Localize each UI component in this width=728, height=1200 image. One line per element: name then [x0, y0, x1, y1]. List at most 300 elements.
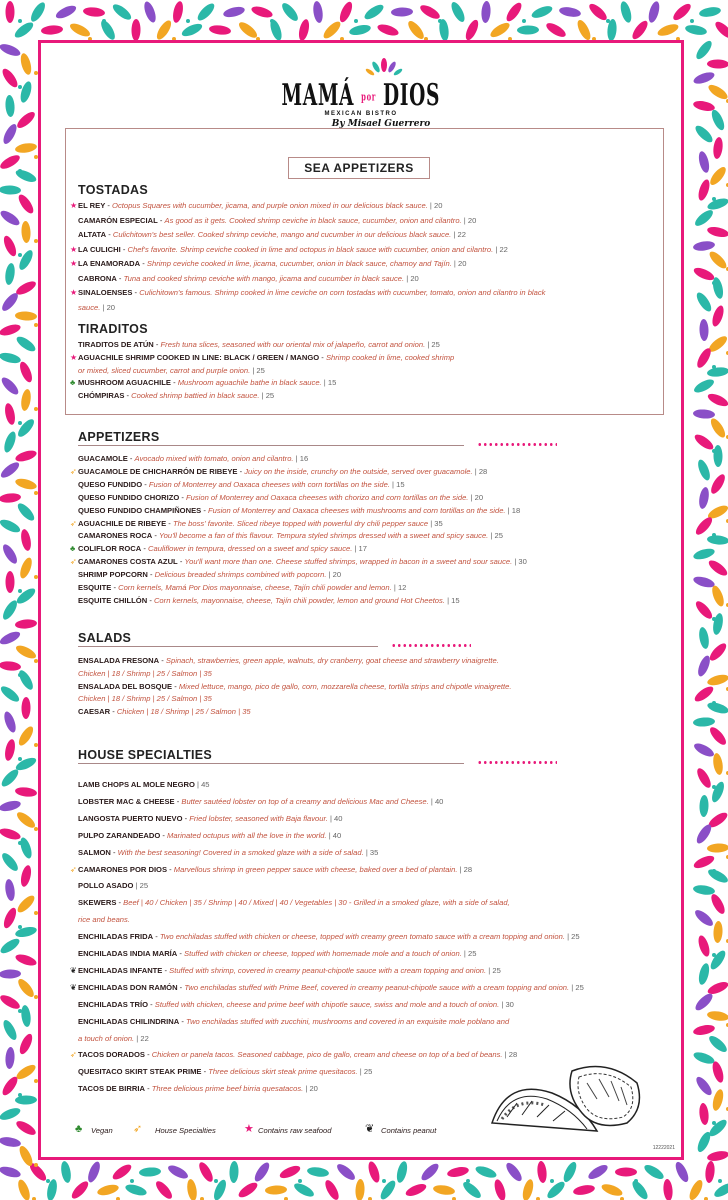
petal-shape [15, 619, 38, 630]
petal-shape [706, 196, 728, 212]
petal-shape [698, 486, 711, 509]
menu-item-continuation: or mixed, sliced cucumber, carrot and purple onion. | 25 [78, 365, 265, 375]
petal-shape [0, 1106, 22, 1123]
menu-item: ENCHILADAS TRÍO - Stuffed with chicken, cheese and prime beef with chipotle sauce, swiss and mole and a touch of onion. | 30 [78, 999, 514, 1009]
vegan-legend-icon: ♣ [75, 1123, 83, 1135]
petal-shape [693, 599, 714, 621]
petal-shape [713, 19, 728, 41]
petal-shape [278, 1163, 302, 1180]
petal-shape [139, 1167, 162, 1178]
petal-shape [706, 673, 728, 687]
petal-shape [3, 402, 16, 425]
petal-shape [15, 501, 37, 523]
petal-shape [707, 535, 728, 546]
petal-shape [1, 906, 18, 930]
menu-item-price: | 20 [470, 492, 484, 502]
house-specialties-dots [477, 761, 557, 764]
menu-item-description: Shrimp ceviche cooked in lime, jicama, cucumber, onion in black sauce, chamoy and Tajín. [146, 259, 452, 268]
appetizers-rule [78, 445, 464, 446]
menu-item: EL REY - Octopus Squares with cucumber, jicama, and purple onion mixed in our delicious black sauce. | 20 [78, 201, 443, 210]
menu-item: COLIFLOR ROCA - Cauliflower in tempura, dressed on a sweet and spicy sauce. | 17 [78, 544, 367, 554]
menu-item: CAESAR - Chicken | 18 / Shrimp | 25 / Salmon | 35 [78, 707, 251, 717]
pepper-marker-icon: ➶ [70, 864, 77, 874]
petal-shape [706, 1149, 728, 1162]
petal-shape [83, 6, 106, 17]
petal-shape [561, 1160, 579, 1184]
petal-shape [692, 684, 715, 704]
menu-item: ENCHILADAS CHILINDRINA - Two enchiladas stuffed with zucchini, mushrooms and covered in an exquisite mole poblano and [78, 1016, 510, 1026]
petal-shape [14, 279, 38, 298]
petal-shape [544, 20, 567, 39]
menu-item: ESQUITE - Corn kernels, Mamá Por Dios mayonnaise, cheese, Tajín chili powder and lemon. | 12 [78, 583, 407, 592]
petal-shape [699, 319, 709, 341]
petal-shape [711, 276, 725, 299]
menu-item-price: | 15 [323, 378, 337, 388]
petal-shape [446, 1165, 469, 1178]
petal-shape [395, 1160, 409, 1184]
petal-shape [0, 322, 22, 337]
petal-shape [708, 948, 728, 971]
menu-item-name: GUACAMOLE DE CHICHARRÓN DE RIBEYE [78, 466, 238, 476]
menu-item-name: CAMARONES ROCA [78, 531, 153, 541]
menu-item-description: Marvellous shrimp in green pepper sauce with cheese, baked over a bed of plantain. [173, 864, 458, 874]
petal-shape [15, 810, 38, 831]
menu-item-name: ESQUITE CHILLÓN [78, 595, 148, 605]
petal-shape [0, 936, 22, 956]
petal-shape [587, 1, 609, 22]
petal-shape [707, 558, 728, 578]
petal-shape [694, 290, 714, 313]
petal-shape [14, 952, 38, 968]
star-marker-icon: ★ [70, 352, 78, 362]
petal-shape [16, 977, 37, 1000]
petal-shape [18, 360, 35, 384]
menu-item-description: With the best seasoning! Covered in a smoked glaze with a side of salad. [117, 847, 364, 857]
petal-dot [18, 19, 22, 23]
menu-item-price: | 20 [305, 1084, 318, 1094]
menu-item-price: | 45 [197, 780, 210, 789]
petal-shape [488, 20, 511, 40]
petal-shape [707, 725, 728, 748]
petal-dot [382, 1179, 386, 1183]
menu-item-name: EL REY [78, 201, 106, 210]
petal-shape [687, 1178, 705, 1200]
petal-shape [711, 612, 724, 635]
menu-item-description: Three delicious prime beef birria quesatacos. [151, 1084, 304, 1094]
menu-item: AGUACHILE SHRIMP COOKED IN LINE: BLACK / GREEN / MANGO - Shrimp cooked in lime, cooked shrimp [78, 352, 455, 362]
menu-item-price: | 12 [393, 583, 407, 592]
menu-item-price: | 17 [354, 544, 367, 554]
petal-shape [0, 375, 21, 397]
petal-shape [696, 654, 713, 678]
menu-item-description: Avocado mixed with tomato, onion and cilantro. [134, 454, 294, 463]
petal-shape [355, 1179, 365, 1200]
pepper-marker-icon: ➶ [70, 557, 77, 567]
petal-shape [20, 1005, 32, 1028]
petal-shape [154, 18, 174, 41]
petal-shape [14, 643, 38, 661]
menu-item-name: TIRADITOS DE ATÚN [78, 340, 154, 349]
petal-shape [504, 1161, 525, 1184]
petal-shape [615, 1168, 637, 1177]
petal-shape [96, 1183, 120, 1197]
petal-shape [406, 19, 427, 42]
menu-item: GUACAMOLE - Avocado mixed with tomato, onion and cilantro. | 16 [78, 454, 309, 463]
menu-item-price: | 40 [430, 796, 444, 806]
menu-item-price: | 20 [453, 259, 467, 268]
petal-shape [6, 571, 15, 593]
menu-item: SKEWERS - Beef | 40 / Chicken | 35 / Shrimp | 40 / Mixed | 40 / Vegetables | 30 - Grilled in a smoked glaze, with a side of salad, [78, 898, 510, 908]
petal-shape [209, 24, 232, 36]
petal-shape [630, 1179, 650, 1200]
petal-shape [692, 884, 715, 896]
petal-shape [692, 547, 716, 562]
petal-shape [692, 575, 716, 590]
menu-item-name: SINALOENSES [78, 288, 133, 297]
menu-item-description: Stuffed with chicken, cheese and prime beef with chipotle sauce, swiss and mole and a touch of onion. [154, 999, 500, 1009]
petal-shape [619, 0, 634, 24]
menu-item-name: ENCHILADAS INDIA MARÍA [78, 949, 178, 958]
menu-item-description: Culichitown's best seller. Cooked shrimp ceviche, mango and cucumber in our delicious black sauce. [112, 230, 452, 239]
menu-item: ENCHILADAS DON RAMÓN - Two enchiladas stuffed with Prime Beef, covered in creamy peanut-chipotle sauce with a cream topping and onion. | 25 [78, 982, 584, 992]
menu-item-name: QUESO FUNDIDO CHORIZO [78, 492, 180, 502]
petal-shape [15, 586, 38, 606]
petal-shape [536, 1161, 547, 1184]
menu-item: ENSALADA FRESONA - Spinach, strawberries, green apple, walnuts, dry cranberry, goat cheese and strawberry vinaigrette. [78, 656, 499, 665]
petal-dot [522, 19, 526, 23]
petal-shape [692, 1023, 715, 1036]
menu-item-name: QUESO FUNDIDO CHAMPIÑONES [78, 505, 202, 515]
menu-item-name: CAESAR [78, 707, 111, 717]
menu-item-continuation: Chicken | 18 / Shrimp | 25 / Salmon | 35 [78, 668, 212, 678]
petal-shape [28, 0, 47, 23]
petal-shape [0, 153, 22, 172]
menu-item-name: LA ENAMORADA [78, 259, 141, 268]
menu-item-name: AGUACHILE DE RIBEYE [78, 518, 167, 528]
legend-house-specialties: House Specialties [155, 1126, 216, 1135]
petal-shape [18, 836, 34, 860]
menu-item-description: Mushroom aguachile bathe in black sauce. [177, 378, 322, 388]
petal-shape [16, 1178, 32, 1200]
petal-shape [19, 528, 32, 551]
menu-item-price: | 25 [463, 949, 477, 958]
petal-shape [704, 1161, 715, 1184]
petal-shape [3, 738, 16, 761]
menu-item-name: GUACAMOLE [78, 454, 128, 463]
menu-item-name: SHRIMP POPCORN [78, 570, 148, 580]
house-specialties-heading: HOUSE SPECIALTIES [78, 748, 213, 762]
petal-shape [15, 1095, 37, 1104]
menu-item-price: | 25 [261, 391, 275, 401]
petal-shape [17, 1032, 34, 1056]
petal-shape [708, 416, 728, 439]
petal-shape [19, 864, 33, 887]
petal-shape [110, 1162, 133, 1182]
petal-shape [14, 1062, 37, 1082]
petal-shape [711, 1088, 725, 1112]
petal-shape [0, 66, 20, 89]
petal-shape [449, 0, 467, 24]
petal-shape [297, 18, 311, 41]
petal-shape [312, 0, 324, 23]
petal-shape [18, 80, 33, 104]
petal-shape [517, 25, 539, 34]
menu-item-name: MUSHROOM AGUACHILE [78, 378, 171, 388]
petal-shape [575, 18, 593, 42]
petal-shape [229, 1161, 239, 1183]
petal-shape [707, 249, 728, 271]
petal-shape [0, 826, 22, 841]
petal-shape [0, 598, 19, 621]
logo-subtitle: MEXICAN BISTRO [324, 111, 398, 117]
menu-item-price: | 30 [514, 557, 527, 567]
menu-item-description: Spinach, strawberries, green apple, walnuts, dry cranberry, goat cheese and strawberry vinaigrette. [165, 656, 499, 665]
petal-shape [195, 1, 217, 23]
menu-item-description: Butter sautéed lobster on top of a creamy and delicious Mac and Cheese. [181, 796, 429, 806]
petal-shape [504, 0, 524, 23]
menu-item-name: PULPO ZARANDEADO [78, 830, 161, 840]
menu-item-description: Fusion of Monterrey and Oaxaca cheeses with mushrooms and corn tortillas on the side. [207, 505, 506, 515]
petal-shape [707, 1033, 728, 1054]
petal-shape [20, 388, 32, 411]
menu-item-name: AGUACHILE SHRIMP COOKED IN LINE: BLACK / GREEN / MANGO [78, 352, 320, 362]
star-marker-icon: ★ [70, 259, 78, 268]
menu-item: PULPO ZARANDEADO - Marinated octupus with all the love in the world. | 40 [78, 830, 342, 840]
petal-shape [17, 248, 36, 272]
menu-item-continuation: rice and beans. [78, 915, 130, 925]
petal-shape [222, 5, 246, 19]
petal-shape [41, 25, 64, 36]
menu-item-description: Chicken or panela tacos. Seasoned cabbage, pico de gallo, cream and cheese on top of a bed of beans. [151, 1050, 503, 1060]
menu-sheet [38, 40, 684, 1160]
peanut-legend-icon: ❦ [365, 1123, 375, 1135]
petal-shape [5, 1047, 16, 1070]
petal-shape [1, 1018, 19, 1042]
petal-shape [0, 1074, 20, 1097]
petal-dot [214, 1179, 218, 1183]
menu-item-name: SKEWERS [78, 898, 117, 908]
petal-shape [321, 19, 343, 41]
petal-shape [693, 515, 714, 537]
petal-shape [54, 3, 78, 21]
petal-shape [706, 82, 728, 102]
petal-shape [362, 2, 385, 22]
petal-shape [692, 741, 716, 759]
menu-item [78, 880, 148, 892]
petal-shape [695, 766, 714, 790]
petal-shape [698, 6, 721, 19]
menu-item-description: Stuffed with chicken or cheese, topped with homemade mole and a touch of onion. [184, 949, 462, 958]
petal-shape [4, 878, 16, 901]
petal-shape [306, 1166, 329, 1178]
menu-item-description: The boss' favorite. Sliced ribeye topped with powerful dry chili pepper sauce [172, 518, 429, 528]
logo [41, 78, 681, 129]
menu-item-price: | 35 [430, 518, 443, 528]
menu-item-price: | 20 [102, 302, 116, 312]
petal-shape [0, 629, 22, 647]
petal-shape [692, 99, 715, 112]
petal-shape [348, 23, 371, 37]
petal-dot [18, 253, 22, 257]
menu-item-description: Corn kernels, mayonnaise, cheese, Tajín chili powder, lemon and ground Hot Cheetos. [153, 595, 445, 605]
pepper-marker-icon: ➶ [70, 1050, 77, 1060]
menu-item-description: Delicious breaded shrimps combined with popcorn. [154, 570, 327, 580]
menu-item-name: CAMARONES COSTA AZUL [78, 557, 178, 567]
menu-item-price: | 20 [328, 570, 342, 580]
petal-dot [354, 19, 358, 23]
nut-marker-icon: ❦ [70, 982, 77, 992]
petal-shape [418, 3, 442, 22]
menu-item: TACOS DORADOS - Chicken or panela tacos. Seasoned cabbage, pico de gallo, cream and cheese on top of a bed of beans. | 28 [78, 1050, 518, 1060]
petal-dot [46, 1179, 50, 1183]
menu-item: SINALOENSES - Culichitown's famous. Shrimp cooked in lime ceviche on corn tostadas with cucumber, tomato, onion and cilantro in black [78, 288, 546, 297]
petal-shape [0, 684, 21, 705]
petal-shape [0, 767, 21, 789]
appetizers-heading: APPETIZERS [78, 430, 160, 444]
menu-item-name: TACOS DORADOS [78, 1050, 145, 1060]
petal-shape [708, 472, 727, 495]
petal-shape [647, 0, 662, 24]
tacos-illustration [487, 1053, 647, 1141]
menu-item: CABRONA - Tuna and cooked shrimp ceviche with mango, jicama and cucumber in black sauce. | 20 [78, 273, 419, 283]
menu-item-name: CAMARONES POR DIOS [78, 864, 168, 874]
star-marker-icon: ★ [70, 288, 78, 297]
menu-item-description: You'll become a fan of this flavour. Tempura styled shrimps dressed with a sweet and spicy sauce. [159, 531, 489, 541]
menu-item: SALMON - With the best seasoning! Covered in a smoked glaze with a side of salad. | 35 [78, 847, 379, 857]
petal-shape [0, 185, 21, 195]
petal-shape [292, 1181, 316, 1200]
petal-shape [2, 710, 18, 734]
petal-shape [15, 417, 36, 440]
menu-item: TACOS DE BIRRIA - Three delicious prime beef birria quesatacos. | 20 [78, 1084, 318, 1094]
petal-shape [698, 1103, 709, 1126]
menu-item: QUESO FUNDIDO CHAMPIÑONES - Fusion of Monterrey and Oaxaca cheeses with mushrooms and corn tortillas on the side. | 18 [78, 505, 521, 515]
petal-shape [696, 178, 711, 202]
petal-shape [492, 1178, 507, 1200]
petal-shape [600, 1182, 624, 1198]
menu-item-price: | 22 [453, 230, 466, 239]
menu-item-name: QUESITACO SKIRT STEAK PRIME [78, 1067, 202, 1077]
petal-dot [690, 19, 694, 23]
menu-item-name: ENCHILADAS FRIDA [78, 932, 154, 942]
leaf-marker-icon: ♣ [70, 378, 76, 388]
petal-shape [663, 1179, 674, 1200]
menu-item: MUSHROOM AGUACHILE - Mushroom aguachile bathe in black sauce. | 15 [78, 378, 337, 388]
menu-item-description: Octopus Squares with cucumber, jicama, and purple onion mixed in our delicious black sauce. [112, 201, 428, 210]
menu-item-description: Stuffed with shrimp, covered in creamy peanut-chipotle sauce with a cream topping and onion. [169, 965, 487, 975]
petal-shape [186, 1178, 198, 1200]
menu-item-price: | 35 [365, 847, 379, 857]
petal-dot [718, 1179, 722, 1183]
menu-item-price: | 28 [474, 466, 488, 476]
menu-item-name: CHÓMPIRAS [78, 391, 125, 401]
petal-shape [131, 19, 140, 41]
menu-item-price: | 15 [392, 479, 405, 489]
menu-item-description: Shrimp cooked in lime, cooked shrimp [325, 352, 455, 362]
tiraditos-heading: TIRADITOS [78, 322, 148, 336]
salads-dots [391, 644, 471, 647]
petal-dot [34, 1163, 38, 1167]
petal-shape [481, 1, 492, 24]
petal-shape [14, 142, 37, 154]
legend-raw-seafood: Contains raw seafood [258, 1126, 332, 1135]
petal-shape [545, 1179, 567, 1200]
petal-shape [279, 1, 300, 24]
petal-shape [474, 1164, 498, 1180]
menu-item: TIRADITOS DE ATÚN - Fresh tuna slices, seasoned with our oriental mix of jalapeño, carrot and onion. | 25 [78, 340, 440, 349]
petal-shape [692, 432, 715, 452]
petal-dot [18, 925, 22, 929]
menu-item-description: Marinated octupus with all the love in the world. [167, 830, 327, 840]
petal-shape [712, 1180, 728, 1199]
petal-shape [14, 1118, 37, 1137]
petal-shape [5, 95, 16, 118]
petal-shape [16, 192, 36, 215]
petal-shape [0, 851, 21, 874]
petal-shape [0, 969, 21, 979]
petal-shape [709, 108, 726, 132]
petal-shape [463, 18, 480, 42]
petal-shape [706, 700, 728, 715]
menu-item: QUESO FUNDIDO - Fusion of Monterrey and Oaxaca cheeses with corn tortillas on the side. | 15 [78, 479, 405, 489]
salads-rule [78, 646, 378, 647]
petal-shape [697, 150, 711, 174]
appetizers-dots [477, 443, 557, 446]
sea-appetizers-title: SEA APPETIZERS [288, 157, 430, 179]
menu-item: QUESO FUNDIDO CHORIZO - Fusion of Monterrey and Oaxaca cheeses with chorizo and corn tortillas on the side. | 20 [78, 492, 484, 502]
menu-item: CAMARONES ROCA - You'll become a fan of this flavour. Tempura styled shrimps dressed with a sweet and spicy sauce. | 25 [78, 531, 503, 541]
petal-shape [696, 934, 711, 958]
menu-item-description: Corn kernels, Mamá Por Dios mayonnaise, cheese, Tajín chili powder and lemon. [118, 583, 392, 592]
petal-shape [335, 1161, 358, 1182]
petal-shape [693, 409, 716, 420]
legend-contains-peanut: Contains peanut [381, 1126, 437, 1135]
petal-shape [1, 234, 18, 258]
menu-item-price: | 25 [252, 365, 265, 375]
menu-item: LANGOSTA PUERTO NUEVO - Fried lobster, seasoned with Baja flavour. | 40 [78, 813, 343, 823]
petal-shape [461, 1179, 484, 1200]
petal-shape [2, 430, 18, 454]
menu-item-name: ENCHILADAS TRÍO [78, 999, 149, 1009]
petal-shape [14, 755, 38, 772]
star-marker-icon: ★ [70, 201, 78, 210]
petal-shape [69, 1179, 91, 1200]
petal-shape [694, 1075, 715, 1098]
menu-item-price: | 22 [495, 244, 508, 254]
petal-shape [197, 1160, 216, 1184]
petal-shape [4, 262, 16, 285]
petal-shape [0, 208, 22, 228]
logo-wordmark: MAMÁ por DIOS [281, 78, 441, 113]
logo-signature: By Misael Guerrero [331, 119, 431, 129]
petal-shape [19, 52, 33, 76]
menu-item-name: COLIFLOR ROCA [78, 544, 142, 554]
menu-item-price: | 25 [135, 881, 149, 891]
petal-shape [16, 724, 36, 747]
menu-item: ALTATA - Culichitown's best seller. Cooked shrimp ceviche, mango and cucumber in our delicious black sauce. | 22 [78, 230, 466, 239]
menu-item: CAMARÓN ESPECIAL - As good as it gets. Cooked shrimp ceviche in black sauce, cucumber, onion and cilantro. | 20 [78, 215, 477, 225]
nut-marker-icon: ❦ [70, 965, 77, 975]
petal-shape [692, 1050, 716, 1066]
petal-shape [693, 907, 716, 928]
petal-shape [391, 7, 413, 17]
menu-item-description: Juicy on the inside, crunchy on the outside, served over guacamole. [244, 466, 473, 476]
petal-shape [707, 641, 728, 663]
petal-shape [707, 843, 728, 853]
menu-item-name: CABRONA [78, 273, 117, 283]
menu-item: QUESITACO SKIRT STEAK PRIME - Three delicious skirt steak prime quesitacos. | 25 [78, 1067, 373, 1077]
petal-shape [693, 717, 716, 728]
